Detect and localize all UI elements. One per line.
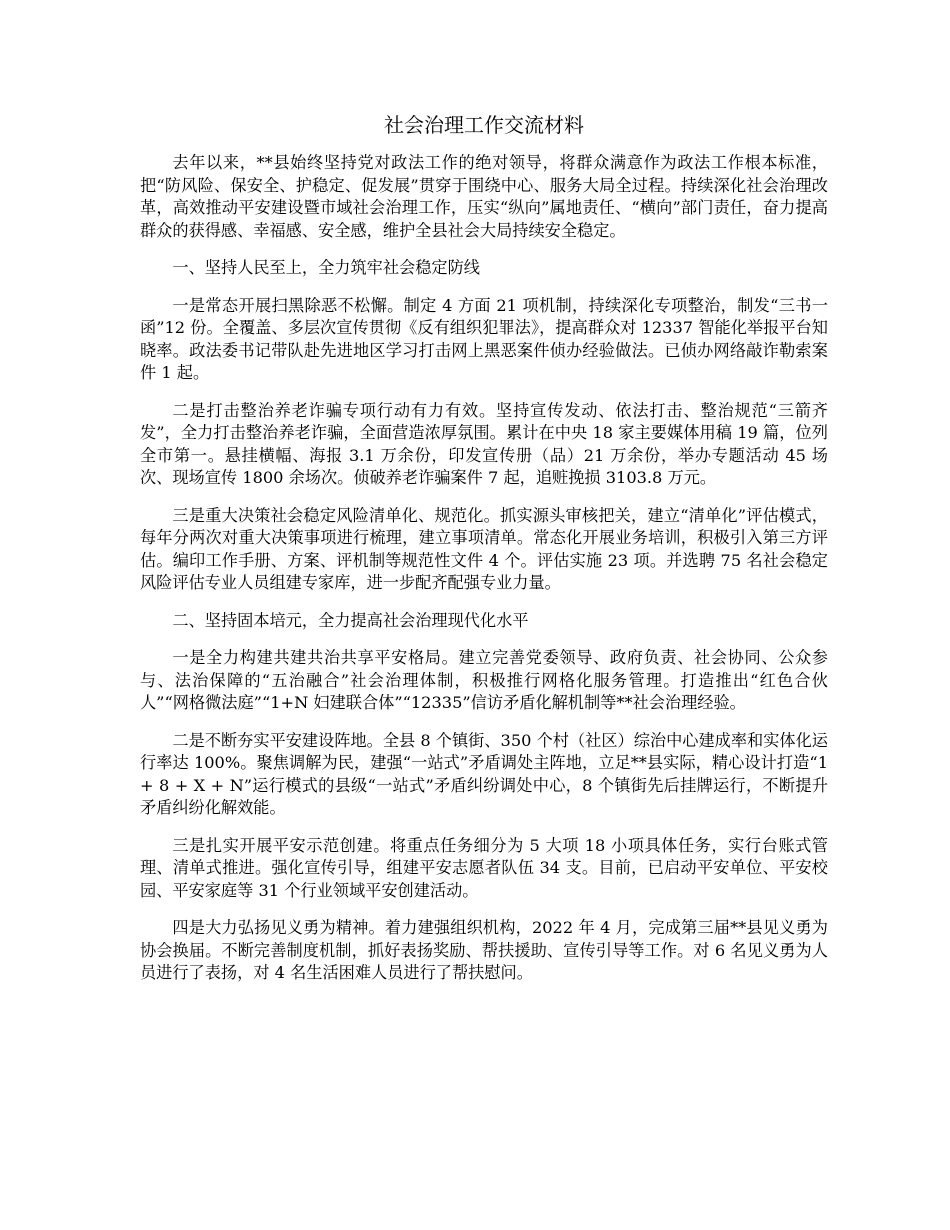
document-title: 社会治理工作交流材料: [384, 113, 584, 137]
section2-item4-paragraph: 四是大力弘扬见义勇为精神。着力建强组织机构，2022 年 4 月，完成第三届**县见义勇为协会换届。不断完善制度机制，抓好表扬奖励、帮扶援助、宣传引导等工作。对 6 名见义勇为人员进行了表扬，对 4 名生活困难人员进行了帮扶慰问。: [140, 918, 828, 982]
section-heading-1: 一、坚持人民至上，全力筑牢社会稳定防线: [172, 258, 480, 277]
section2-item1-paragraph: 一是全力构建共建共治共享平安格局。建立完善党委领导、政府负责、社会协同、公众参与、法治保障的“五治融合”社会治理体制，积极推行网格化服务管理。打造推出“红色合伙人”“网格微法庭”“1+N 妇建联合体”“12335”信访矛盾化解机制等**社会治理经验。: [140, 648, 828, 712]
section1-item2-paragraph: 二是打击整治养老诈骗专项行动有力有效。坚持宣传发动、依法打击、整治规范“三箭齐发”，全力打击整治养老诈骗，全面营造浓厚氛围。累计在中央 18 家主要媒体用稿 19 篇，位列全市第一。悬挂横幅、海报 3.1 万余份，印发宣传册（品）21 万余份，举办专题活动 45 场次、现场宣传 1800 余场次。侦破养老诈骗案件 7 起，追赃挽损 3103.8 万元。: [140, 400, 828, 487]
intro-paragraph: 去年以来，**县始终坚持党对政法工作的绝对领导，将群众满意作为政法工作根本标准，把“防风险、保安全、护稳定、促发展”贯穿于围绕中心、服务大局全过程。持续深化社会治理改革，高效推动平安建设暨市域社会治理工作，压实“纵向”属地责任、“横向”部门责任，奋力提高群众的获得感、幸福感、安全感，维护全县社会大局持续安全稳定。: [140, 153, 828, 240]
document-page: [140, 110, 828, 1000]
section2-item2-paragraph: 二是不断夯实平安建设阵地。全县 8 个镇街、350 个村（社区）综治中心建成率和实体化运行率达 100%。聚焦调解为民，建强“一站式”矛盾调处主阵地，立足**县实际，精心设计打造“1 + 8 + X + N”运行模式的县级“一站式”矛盾纠纷调处中心，8 个镇街先后挂牌运行，不断提升矛盾纠纷化解效能。: [140, 730, 828, 817]
section2-item3-paragraph: 三是扎实开展平安示范创建。将重点任务细分为 5 大项 18 小项具体任务，实行台账式管理、清单式推进。强化宣传引导，组建平安志愿者队伍 34 支。目前，已启动平安单位、平安校园、平安家庭等 31 个行业领域平安创建活动。: [140, 835, 828, 900]
section1-item3-paragraph: 三是重大决策社会稳定风险清单化、规范化。抓实源头审核把关，建立“清单化”评估模式，每年分两次对重大决策事项进行梳理，建立事项清单。常态化开展业务培训，积极引入第三方评估。编印工作手册、方案、评机制等规范性文件 4 个。评估实施 23 项。并选聘 75 名社会稳定风险评估专业人员组建专家库，进一步配齐配强专业力量。: [140, 505, 828, 592]
section-heading-2: 二、坚持固本培元，全力提高社会治理现代化水平: [172, 610, 529, 630]
section1-item1-paragraph: 一是常态开展扫黑除恶不松懈。制定 4 方面 21 项机制，持续深化专项整治，制发“三书一函”12 份。全覆盖、多层次宣传贯彻《反有组织犯罪法》，提高群众对 12337 智能化举报平台知晓率。政法委书记带队赴先进地区学习打击网上黑恶案件侦办经验做法。已侦办网络敲诈勒索案件 1 起。: [140, 295, 828, 382]
